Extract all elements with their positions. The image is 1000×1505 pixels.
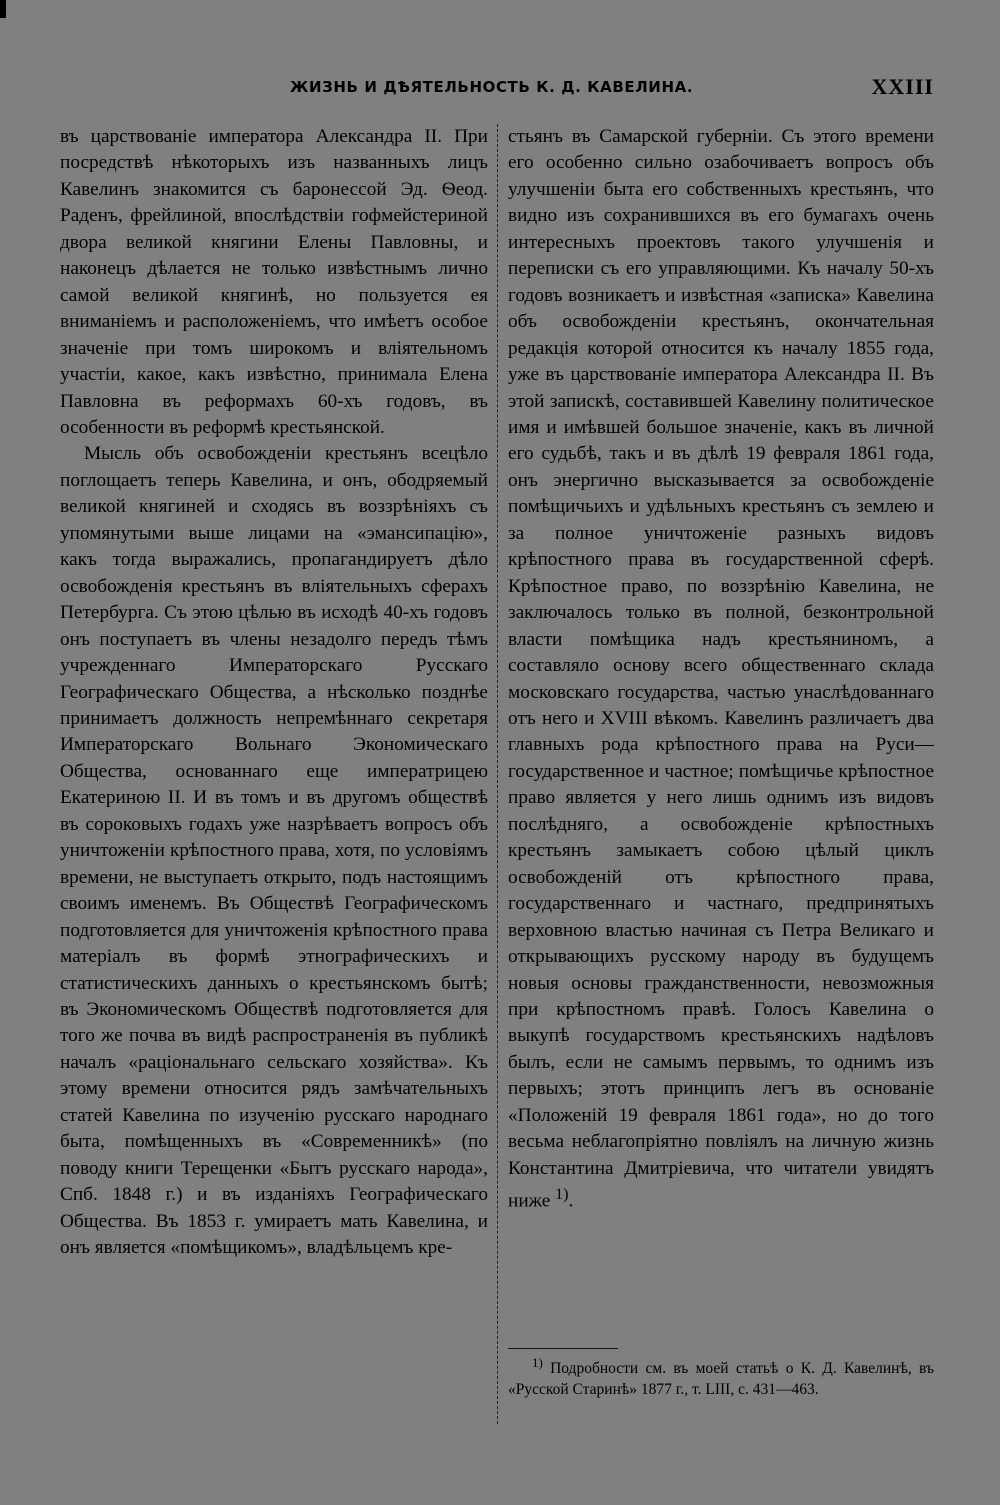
footnote-reference[interactable]: 1) [555,1186,569,1204]
left-paragraph-2: Мысль объ освобожденіи крестьянъ всецѣло поглощаетъ теперь Кавелина, и онъ, ободряемый великой княгиней и сходясь въ воззрѣніяхъ съ упомянутыми выше лицами на «эмансипацію», какъ тогда выражались, пропагандируетъ дѣло освобожденія крестьянъ въ вліятельныхъ сферахъ Петербурга. Съ этою цѣлью въ исходѣ 40-хъ годовъ онъ поступаетъ въ члены незадолго передъ тѣмъ учрежденнаго Императорскаго Русскаго Географическаго Общества, а нѣсколько позднѣе принимаетъ должность непремѣннаго секретаря Императорскаго Вольнаго Экономическаго Общества, основаннаго еще императрицею Екатериною II. И въ томъ и въ другомъ обществѣ въ сороковыхъ годахъ уже назрѣваетъ вопросъ объ уничтоженіи крѣпостного права, хотя, по условіямъ времени, не выступаетъ открыто, подъ настоящимъ своимъ именемъ. Въ Обществѣ Географическомъ подготовляется для уничтоженія крѣпостного права матеріалъ въ формѣ этнографическихъ и статистическихъ данныхъ о крестьянскомъ бытѣ; въ Экономическомъ Обществѣ подготовляется для того же почва въ видѣ распространенія въ публикѣ началъ «раціональнаго сельскаго хозяйства». Къ этому времени относится рядъ замѣчательныхъ статей Кавелина по изученію русскаго народнаго быта, помѣщенныхъ въ «Современникѣ» (по поводу книги Терещенки «Бытъ русскаго народа», Спб. 1848 г.) и въ изданіяхъ Географическаго Общества. Въ 1853 г. умираетъ мать Кавелина, и онъ является «помѣщикомъ», владѣльцемъ кре- [60,443,488,1259]
footnote [508,1352,934,1400]
page-edge-mark [0,0,6,18]
right-column [508,124,934,1215]
running-head [60,74,934,108]
running-head-title: ЖИЗНЬ И ДѢЯТЕЛЬНОСТЬ К. Д. КАВЕЛИНА. [290,78,694,96]
footnote-rule [508,1348,618,1349]
page-number: XXIII [871,74,934,99]
footnote-text: Подробности см. въ моей статьѣ о К. Д. Кавелинѣ, въ «Русской Старинѣ» 1877 г., т. LIII, с. 431—463. [508,1360,934,1399]
footnote-marker: 1) [532,1355,543,1370]
left-paragraph-1: въ царствованіе императора Александра II. При посредствѣ нѣкоторыхъ изъ названныхъ лицъ Кавелинъ знакомится съ баронессой Эд. Ѳеод. Раденъ, фрейлиной, впослѣдствіи гофмейстериной двора великой княгини Елены Павловны, и наконецъ дѣлается не только извѣстнымъ лично самой великой княгинѣ, но пользуется ея вниманіемъ и расположеніемъ, что имѣетъ особое значеніе при томъ широкомъ и вліятельномъ участіи, какое, какъ извѣстно, принимала Елена Павловна въ реформахъ 60-хъ годовъ, въ особенности въ реформѣ крестьянской. [60,126,488,438]
left-column [60,124,488,1261]
right-paragraph-1-text: стьянъ въ Самарской губерніи. Съ этого времени его особенно сильно озабочиваетъ вопросъ объ улучшеніи быта его собственныхъ крестьянъ, что видно изъ сохранившихся въ его бумагахъ очень интересныхъ проектовъ такого улучшенія и переписки съ его управляющими. Къ началу 50-хъ годовъ возникаетъ и извѣстная «записка» Кавелина объ освобожденіи крестьянъ, окончательная редакція которой относится къ началу 1855 года, уже въ царствованіе императора Александра II. Въ этой запискѣ, составившей Кавелину политическое имя и имѣвшей большое значеніе, какъ въ личной его судьбѣ, такъ и въ дѣлѣ 19 февраля 1861 года, онъ энергично высказывается за освобожденіе помѣщичьихъ и удѣльныхъ крестьянъ съ землею и за полное уничтоженіе разныхъ видовъ крѣпостного права въ государственной сферѣ. Крѣпостное право, по воззрѣнію Кавелина, не заключалось только въ полной, безконтрольной власти помѣщика надъ крестьяниномъ, а составляло основу всего общественнаго склада московскаго государства, частью унаслѣдованнаго отъ него и XVIII вѣкомъ. Кавелинъ различаетъ два главныхъ рода крѣпостного права на Руси—государственное и частное; помѣщичье крѣпостное право является у него лишь однимъ изъ видовъ послѣдняго, а освобожденіе крѣпостныхъ крестьянъ замыкаетъ собою цѣлый циклъ освобожденій отъ крѣпостного права, государственнаго и частнаго, предпринятыхъ верховною властью начиная съ Петра Великаго и открывающихъ русскому народу въ будущемъ новыя основы гражданственности, невозможныя при крѣпостномъ правѣ. Голосъ Кавелина о выкупѣ государствомъ крестьянскихъ надѣловъ былъ, если не самымъ первымъ, то однимъ изъ первыхъ; этотъ принципъ легъ въ основаніе «Положеній 19 февраля 1861 года», но до того весьма неблагопріятно повліялъ на личную жизнь Константина Дмитріевича, что читатели увидятъ ниже [508,126,934,1212]
right-paragraph-1: стьянъ въ Самарской губерніи. Съ этого времени его особенно сильно озабочиваетъ вопросъ объ улучшеніи быта его собственныхъ крестьянъ, что видно изъ сохранившихся въ его бумагахъ очень интересныхъ проектовъ такого улучшенія и переписки съ его управляющими. Къ началу 50-хъ годовъ возникаетъ и извѣстная «записка» Кавелина объ освобожденіи крестьянъ, окончательная редакція которой относится къ началу 1855 года, уже въ царствованіе императора Александра II. Въ этой запискѣ, составившей Кавелину политическое имя и имѣвшей большое значеніе, какъ въ личной его судьбѣ, такъ и въ дѣлѣ 19 февраля 1861 года, онъ энергично высказывается за освобожденіе помѣщичьихъ и удѣльныхъ крестьянъ съ землею и за полное уничтоженіе разныхъ видовъ крѣпостного права въ государственной сферѣ. Крѣпостное право, по воззрѣнію Кавелина, не заключалось только въ полной, безконтрольной власти помѣщика надъ крестьяниномъ, а составляло основу всего общественнаго склада московскаго государства, частью унаслѣдованнаго отъ него и XVIII вѣкомъ. Кавелинъ различаетъ два главныхъ рода крѣпостного права на Руси—государственное и частное; помѣщичье крѣпостное право является у него лишь однимъ изъ видовъ послѣдняго, а освобожденіе крѣпостныхъ крестьянъ замыкаетъ собою цѣлый циклъ освобожденій отъ крѣпостного права, государственнаго и частнаго, предпринятыхъ верховною властью начиная съ Петра Великаго и открывающихъ русскому народу въ будущемъ новыя основы гражданственности, невозможныя при крѣпостномъ правѣ. Голосъ Кавелина о выкупѣ государствомъ крестьянскихъ надѣловъ былъ, если не самымъ первымъ, то однимъ изъ первыхъ; этотъ принципъ легъ въ основаніе «Положеній 19 февраля 1861 года», но до того весьма неблагопріятно повліялъ на личную жизнь Константина Дмитріевича, что читатели увидятъ ниже $^{1)}$. [508,126,934,1212]
column-divider [497,124,498,1424]
